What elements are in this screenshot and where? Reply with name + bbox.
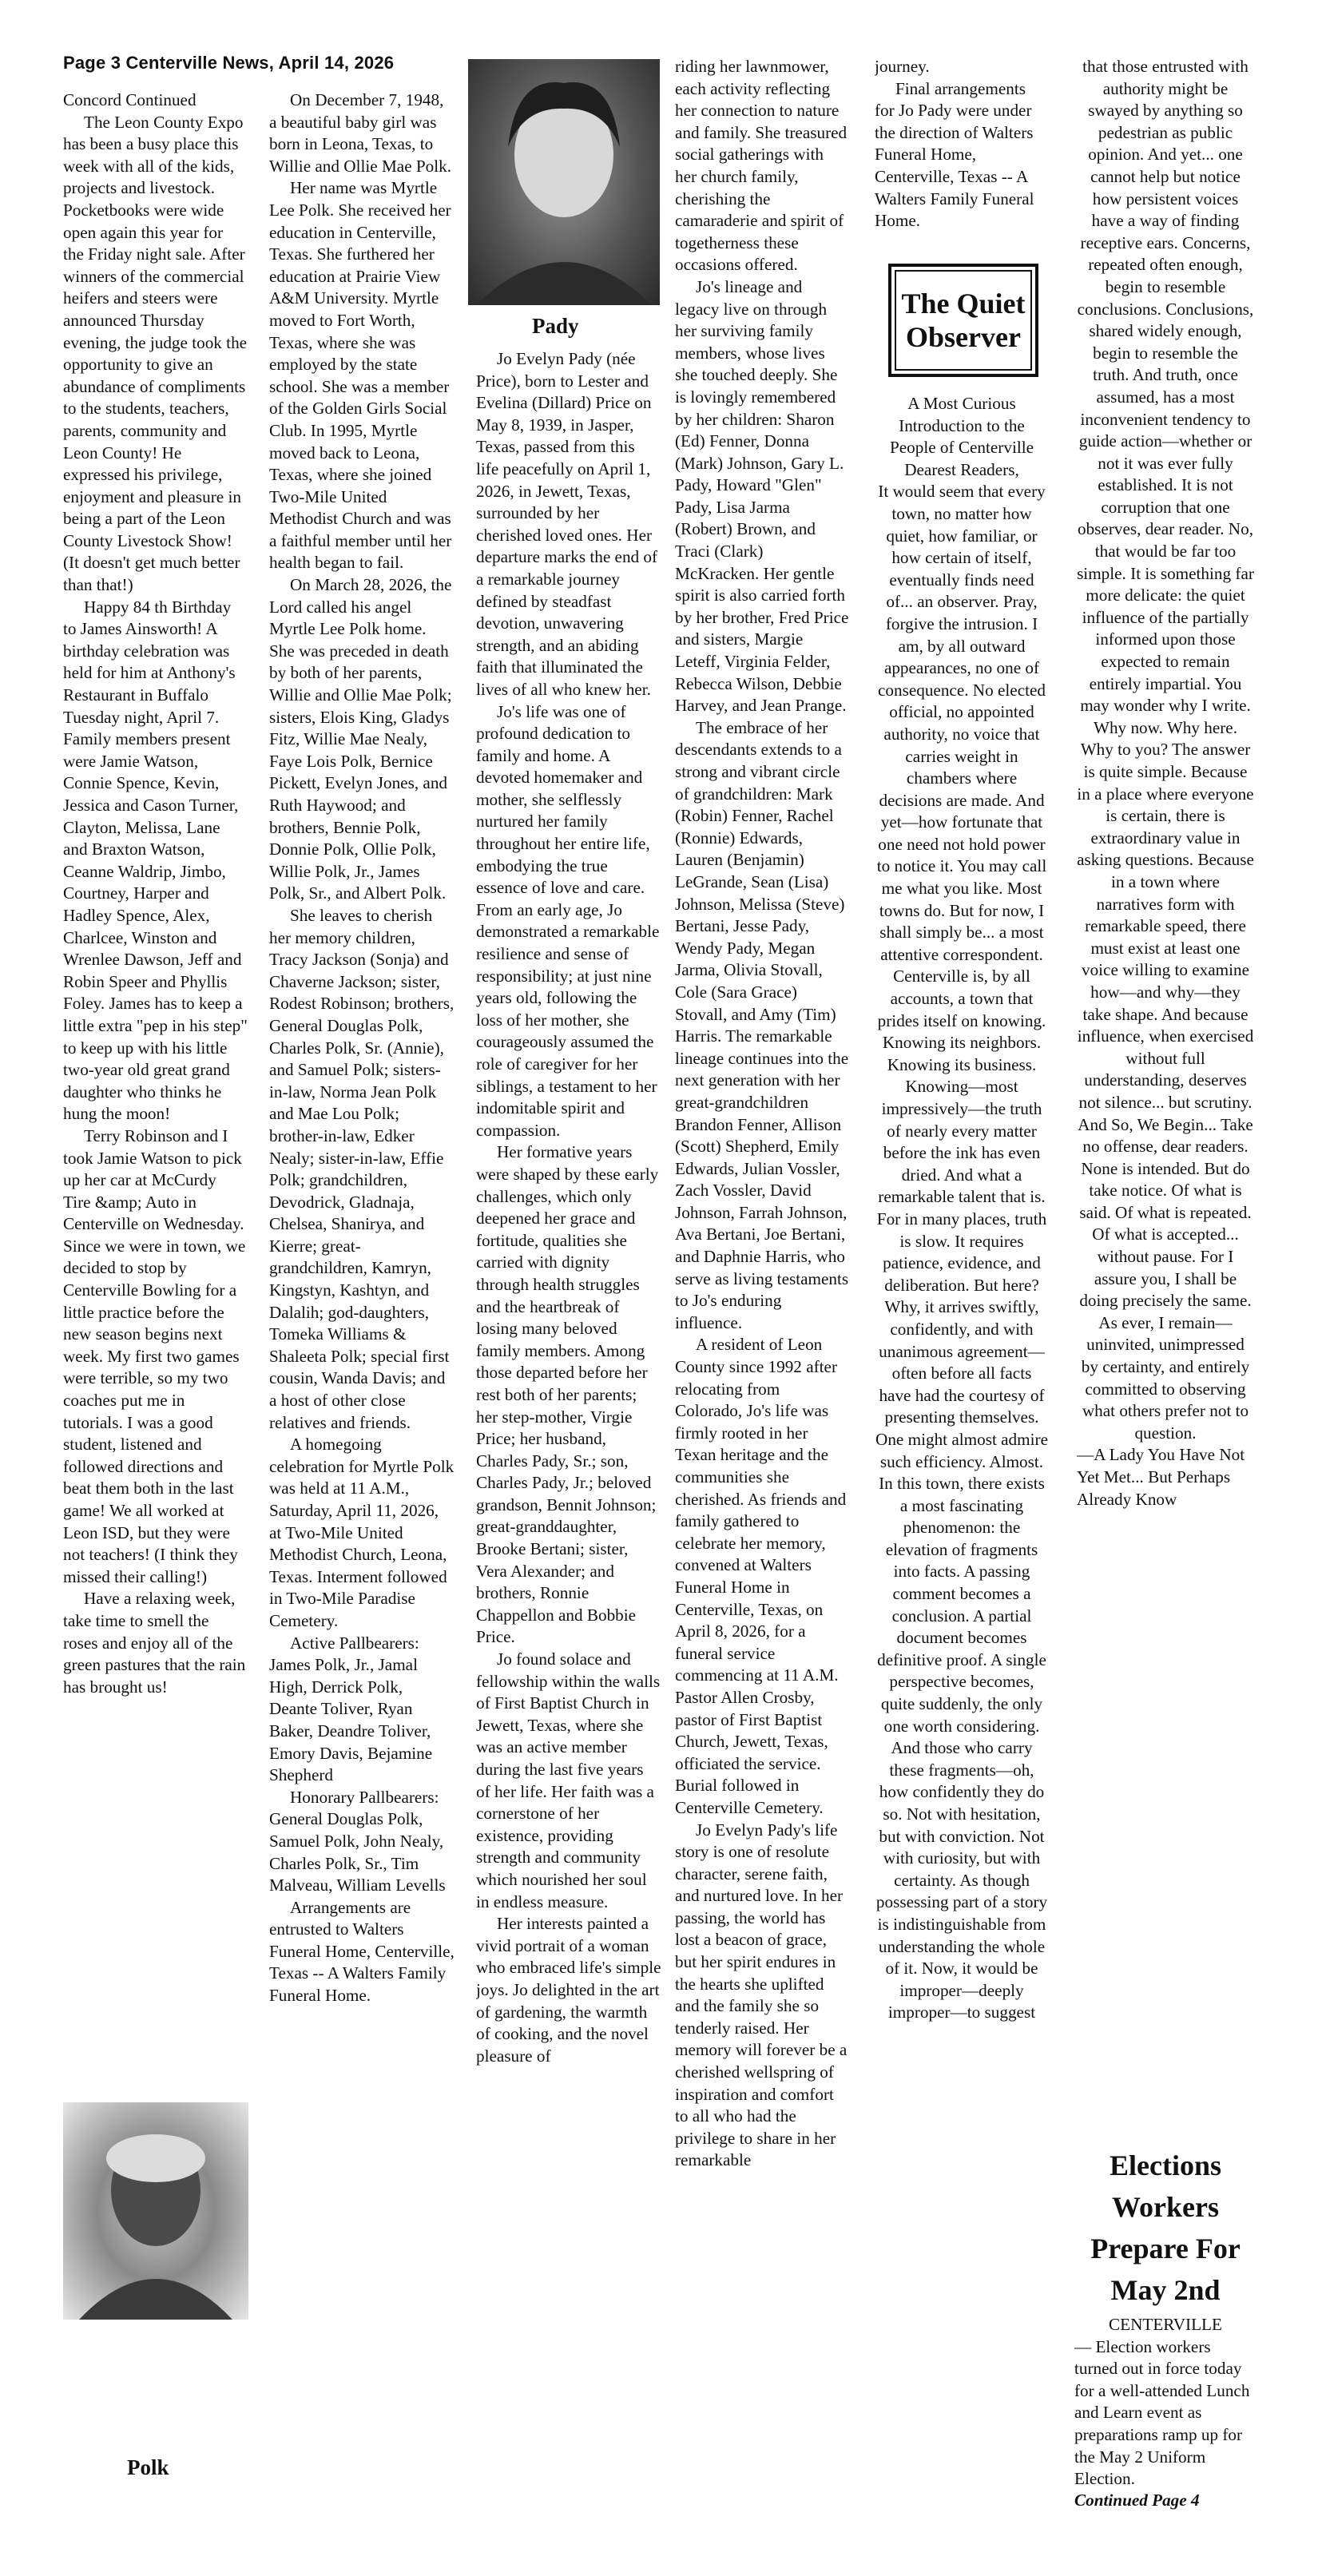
- pady-paragraph: The embrace of her descendants extends to a strong and vibrant circle of grandchildren: Mark (Robin) Fenner, Rachel (Ronnie) Edwards, Lauren (Benjamin) LeGrande, Sean (Lisa) Johnson, Melissa (Steve) Bertani, Jesse Pady, Wendy Pady, Megan Jarma, Olivia Stovall, Cole (Sara Grace) Stovall, and Amy (Tim) Harris. The remarkable lineage continues into the next generation with her great-grandchildren Brandon Fenner, Allison (Scott) Shepherd, Emily Edwards, Julian Vossler, Zach Vossler, David Johnson, Farrah Johnson, Ava Bertani, Joe Bertani, and Daphnie Harris, who serve as living testaments to Jo's enduring influence.: [675, 717, 849, 1332]
- quiet-observer-title-box: [888, 264, 1038, 377]
- pady-paragraph: riding her lawnmower, each activity reflecting her connection to nature and family. She treasured social gatherings with her church family, cherishing the camaraderie and spirit of togetherness these occasions offered.: [675, 57, 848, 275]
- polk-paragraph: Honorary Pallbearers: General Douglas Polk, Samuel Polk, John Nealy, Charles Polk, Sr., Tim Malveau, William Levells: [269, 1787, 446, 1895]
- observer-salutation: Dearest Readers,: [904, 459, 1019, 479]
- elections-headline: Elections Workers Prepare For May 2nd: [1090, 2149, 1241, 2306]
- polk-paragraph: On March 28, 2026, the Lord called his angel Myrtle Lee Polk home. She was preceded in death by both of her parents, Willie and Ollie Mae Polk; sisters, Elois King, Gladys Fitz, Willie Mae Nealy, Faye Lois Polk, Bernice Pickett, Evelyn Jones, and Ruth Haywood; and brothers, Bennie Polk, Donnie Polk, Ollie Polk, Willie Polk, Jr., James Polk, Sr., and Albert Polk.: [269, 575, 452, 903]
- concord-paragraph: The Leon County Expo has been a busy place this week with all of the kids, projects and livestock. Pocketbooks were wide open again this year for the Friday night sale. After winners of the commercial heifers and steers were announced Thursday evening, the judge took the opportunity to give an abundance of compliments to the students, teachers, parents, community and Leon County! He expressed his privilege, enjoyment and pleasure in being a part of the Leon County Livestock Show! (It doesn't get much better than that!): [63, 112, 248, 595]
- pady-paragraph: Jo found solace and fellowship within the walls of First Baptist Church in Jewett, Texas, where she was an active member during the last five years of her life. Her faith was a cornerstone of her existence, providing strength and community which nourished her soul in endless measure.: [476, 1649, 661, 1911]
- quiet-observer-title-frame: [895, 270, 1032, 371]
- quiet-observer-title-line: Observer: [906, 321, 1021, 353]
- observer-intro: A Most Curious Introduction to the People of Centerville: [889, 394, 1034, 458]
- pady-paragraph: Her interests painted a vivid portrait of a woman who embraced life's simple joys. Jo delighted in the art of gardening, the warmth of cooking, and the novel pleasure of: [476, 1914, 661, 2066]
- polk-portrait-photo: [63, 2102, 248, 2320]
- polk-paragraph: A homegoing celebration for Myrtle Polk was held at 11 A.M., Saturday, April 11, 2026, at Two-Mile United Methodist Church, Leona, Texas. Interment followed in Two-Mile Paradise Cemetery.: [269, 1435, 455, 1630]
- pady-paragraph: Jo Evelyn Pady's life story is one of resolute character, serene faith, and nurtured love. In her passing, the world has lost a beacon of grace, but her spirit endures in the hearts she uplifted and the family she so tenderly raised. Her memory will forever be a cherished wellspring of inspiration and comfort to all who had the privilege to share in her remarkable: [675, 1820, 848, 2170]
- polk-paragraph: Active Pallbearers: James Polk, Jr., Jamal High, Derrick Polk, Deante Toliver, Ryan Baker, Deandre Toliver, Emory Davis, Bejamine Shepherd: [269, 1633, 433, 1785]
- pady-portrait-photo: [468, 59, 660, 305]
- concord-paragraph: Happy 84 th Birthday to James Ainsworth! A birthday celebration was held for him at Anthony's Restaurant in Buffalo Tuesday night, April 7. Family members present were Jamie Watson, Connie Spence, Kevin, Jessica and Cason Turner, Clayton, Melissa, Lane and Braxton Watson, Ceanne Waldrip, Jimbo, Courtney, Harper and Hadley Spence, Alex, Charlcee, Winston and Wrenlee Dawson, Jeff and Robin Speer and Phyllis Foley. James has to keep a little extra "pep in his step" to keep up with his little two-year old great grand daughter who thinks he hung the moon!: [63, 597, 248, 1124]
- concord-kicker: Concord Continued: [63, 90, 197, 109]
- quiet-observer-title-line: The Quiet: [901, 288, 1026, 320]
- elections-text: — Election workers turned out in force today for a well-attended Lunch and Learn event as preparations ramp up for the May 2 Uniform Election.: [1074, 2336, 1250, 2489]
- elections-body: [1074, 2314, 1256, 2491]
- quiet-observer-continued-column: [1077, 56, 1254, 2097]
- page-header: Page 3 Centerville News, April 14, 2026: [63, 53, 395, 73]
- observer-body: It would seem that every town, no matter how quiet, how familiar, or how certain of itself, eventually finds need of... an observer. Pray, forgive the intrusion. I am, by all outward appearances, no one of consequence. No elected official, no appointed authority, no voice that carries weight in chambers where decisions are made. And yet—how fortunate that one need not hold power to notice it. You may call me what you like. Most towns do. But for now, I shall simply be... a most attentive correspondent. Centerville is, by all accounts, a town that prides itself on knowing. Knowing its neighbors. Knowing its business. Knowing—most impressively—the truth of nearly every matter before the ink has even dried. And what a remarkable talent that is. For in many places, truth is slow. It requires patience, evidence, and deliberation. But here? Why, it arrives swiftly, confidently, and with unanimous agreement—often before all facts have had the courtesy of presenting themselves. One might almost admire such efficiency. Almost. In this town, there exists a most fascinating phenomenon: the elevation of fragments into facts. A passing comment becomes a conclusion. A partial document becomes definitive proof. A single perspective becomes, quite suddenly, the only one worth considering. And those who carry these fragments—oh, how confidently they do so. Not with hesitation, but with conviction. Not with curiosity, but with certainty. As though possessing part of a story is indistinguishable from understanding the whole of it. Now, it would be improper—deeply improper—to suggest: [875, 482, 1048, 2022]
- pady-paragraph: Jo Evelyn Pady (née Price), born to Lester and Evelina (Dillard) Price on May 8, 1939, in Jasper, Texas, passed from this life peacefully on April 1, 2026, in Jewett, Texas, surrounded by her cherished loved ones. Her departure marks the end of a remarkable journey defined by steadfast devotion, unwavering strength, and an abiding faith that illuminated the lives of all who knew her.: [476, 349, 658, 699]
- pady-obituary-column: [476, 348, 661, 2505]
- quiet-observer-title: [901, 287, 1025, 354]
- pady-paragraph: Jo's lineage and legacy live on through her surviving family members, whose lives she touched deeply. She is lovingly remembered by her children: Sharon (Ed) Fenner, Donna (Mark) Johnson, Gary L. Pady, Howard "Glen" Pady, Lisa Jarma (Robert) Brown, and Traci (Clark) McKracken. Her gentle spirit is also carried forth by her brother, Fred Price and sisters, Margie Leteff, Virginia Felder, Rebecca Wilson, Debbie Harvey, and Jean Prange.: [675, 276, 849, 716]
- pady-paragraph: Her formative years were shaped by these early challenges, which only deepened her grace and fortitude, qualities she carried with dignity through health struggles and the heartbreak of losing many beloved family members. Among those departed before her rest both of her parents; her step-mother, Virgie Price; her husband, Charles Pady, Sr.; son, Charles Pady, Jr.; beloved grandson, Bennit Johnson; great-granddaughter, Brooke Bertani; sister, Vera Alexander; and brothers, Ronnie Chappellon and Bobbie Price.: [476, 1142, 659, 1647]
- elections-story: [1074, 2145, 1256, 2511]
- pady-end-column: [875, 56, 1049, 232]
- quiet-observer-column: [875, 393, 1049, 2506]
- pady-paragraph: Final arrangements for Jo Pady were under the direction of Walters Funeral Home, Centerville, Texas -- A Walters Family Funeral Home.: [875, 78, 1034, 231]
- concord-column: [63, 89, 248, 2182]
- pady-paragraph: A resident of Leon County since 1992 after relocating from Colorado, Jo's life was firmly rooted in her Texan heritage and the communities she cherished. As friends and family gathered to celebrate her memory, convened at Walters Funeral Home in Centerville, Texas, on April 8, 2026, for a funeral service commencing at 11 A.M. Pastor Allen Crosby, pastor of First Baptist Church, Jewett, Texas, officiated the service. Burial followed in Centerville Cemetery.: [675, 1335, 847, 1817]
- pady-caption: Pady: [532, 314, 579, 338]
- polk-paragraph: Arrangements are entrusted to Walters Funeral Home, Centerville, Texas -- A Walters Family Funeral Home.: [269, 1897, 455, 2006]
- pady-paragraph: journey.: [875, 57, 930, 76]
- polk-paragraph: She leaves to cherish her memory children, Tracy Jackson (Sonja) and Chaverne Jackson; sister, Rodest Robinson; brothers, General Douglas Polk, Charles Polk, Sr. (Annie), and Samuel Polk; sisters-in-law, Norma Jean Polk and Mae Lou Polk; brother-in-law, Edker Nealy; sister-in-law, Effie Polk; grandchildren, Devodrick, Gladnaja, Chelsea, Shanirya, and Kierre; great-grandchildren, Kamryn, Kingstyn, Kashtyn, and Dalalih; god-daughters, Tomeka Williams & Shaleeta Polk; special first cousin, Wanda Davis; and a host of other close relatives and friends.: [269, 905, 455, 1432]
- concord-paragraph: Have a relaxing week, take time to smell the roses and enjoy all of the green pastures that the rain has brought us!: [63, 1589, 246, 1697]
- polk-paragraph: Her name was Myrtle Lee Polk. She received her education in Centerville, Texas. She furthered her education at Prairie View A&M University. Myrtle moved to Fort Worth, Texas, where she was employed by the state school. She was a member of the Golden Girls Social Club. In 1995, Myrtle moved back to Leona, Texas, where she joined Two-Mile United Methodist Church and was a faithful member until her health began to fail.: [269, 178, 452, 573]
- continued-page-link[interactable]: Continued Page 4: [1074, 2490, 1200, 2510]
- portrait-silhouette-icon: [63, 2102, 248, 2320]
- observer-signature: —A Lady You Have Not Yet Met... But Perhaps Already Know: [1077, 1445, 1245, 1509]
- polk-caption: Polk: [127, 2455, 169, 2479]
- polk-obituary-column: [269, 89, 455, 2502]
- portrait-silhouette-icon: [468, 59, 660, 305]
- observer-body: that those entrusted with authority might be swayed by anything so pedestrian as public opinion. And yet... one cannot help but notice how persistent voices have a way of finding receptive ears. Concerns, repeated often enough, begin to resemble conclusions. Conclusions, shared widely enough, begin to resemble the truth. And truth, once assumed, has a most inconvenient tendency to guide action—whether or not it was ever fully established. It is not corruption that one observes, dear reader. No, that would be far too simple. It is something far more delicate: the quiet influence of the partially informed upon those expected to remain entirely impartial. You may wonder why I write. Why now. Why here. Why to you? The answer is quite simple. Because in a place where everyone is certain, there is extraordinary value in asking questions. Because in a town where narratives form with remarkable speed, there must exist at least one voice willing to examine how—and why—they take shape. And because influence, when exercised without full understanding, deserves not silence... but scrutiny. And So, We Begin... Take no offense, dear readers. None is intended. But do take notice. Of what is said. Of what is repeated. Of what is accepted... without pause. For I assure you, I shall be doing precisely the same. As ever, I remain—uninvited, unimpressed by certainty, and entirely committed to observing what others prefer not to question.: [1077, 57, 1254, 1443]
- pady-paragraph: Jo's life was one of profound dedication to family and home. A devoted homemaker and mother, she selflessly nurtured her family throughout her entire life, embodying the true essence of love and care. From an early age, Jo demonstrated a remarkable resilience and sense of responsibility; at just nine years old, following the loss of her mother, she courageously assumed the role of caregiver for her siblings, a testament to her indomitable spirit and compassion.: [476, 701, 660, 1140]
- elections-dateline: CENTERVILLE: [1109, 2315, 1222, 2334]
- concord-paragraph: Terry Robinson and I took Jamie Watson to pick up her car at McCurdy Tire &amp; Auto in Centerville on Wednesday. Since we were in town, we decided to stop by Centerville Bowling for a little practice before the new season begins next week. My first two games were terrible, so my two coaches put me in tutorials. I was a good student, listened and followed directions and beat them both in the last game! We all worked at Leon ISD, but they were not teachers! (I think they missed their calling!): [63, 1125, 246, 1586]
- pady-continued-column: [675, 56, 849, 2516]
- polk-paragraph: On December 7, 1948, a beautiful baby girl was born in Leona, Texas, to Willie and Ollie Mae Polk.: [269, 90, 452, 176]
